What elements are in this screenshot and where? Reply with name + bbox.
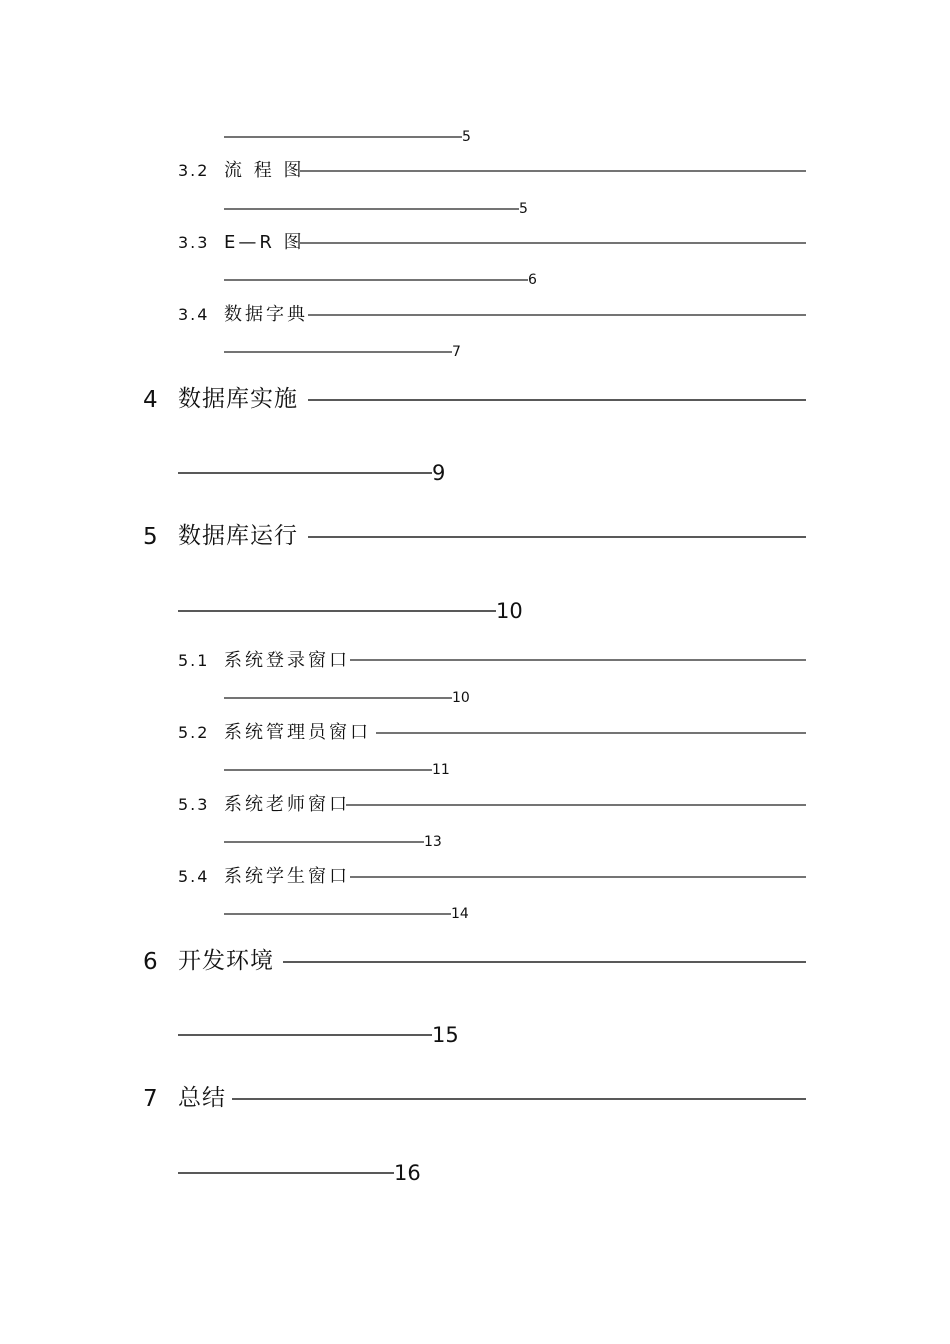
toc-page-number: 9 bbox=[432, 461, 446, 485]
toc-section-title: 系统登录窗口 bbox=[224, 650, 350, 671]
toc-chapter-title: 数据库运行 bbox=[178, 523, 298, 549]
toc-section-title: E—R 图 bbox=[224, 232, 305, 253]
toc-page-number: 10 bbox=[452, 690, 470, 706]
toc-chapter-number: 7 bbox=[143, 1086, 158, 1112]
toc-chapter-number: 4 bbox=[143, 387, 158, 413]
toc-section-title: 系统学生窗口 bbox=[224, 866, 350, 887]
toc-page-number: 5 bbox=[519, 201, 528, 217]
toc-page-number: 15 bbox=[432, 1023, 459, 1047]
toc-page-number: 7 bbox=[452, 344, 461, 360]
toc-section-title: 流 程 图 bbox=[224, 160, 305, 181]
toc-page-number: 14 bbox=[451, 906, 469, 922]
toc-page-number: 16 bbox=[394, 1161, 421, 1185]
toc-section-number: 3.4 bbox=[178, 305, 210, 324]
toc-page-number: 13 bbox=[424, 834, 442, 850]
toc-section-number: 5.2 bbox=[178, 723, 210, 742]
toc-section-number: 3.3 bbox=[178, 233, 210, 252]
toc-section-title: 数据字典 bbox=[224, 304, 308, 325]
toc-page-number: 5 bbox=[462, 129, 471, 145]
toc-section-number: 5.1 bbox=[178, 651, 210, 670]
toc-chapter-number: 5 bbox=[143, 524, 158, 550]
toc-section-number: 5.4 bbox=[178, 867, 210, 886]
toc-section-number: 5.3 bbox=[178, 795, 210, 814]
toc-chapter-number: 6 bbox=[143, 949, 158, 975]
toc-chapter-title: 数据库实施 bbox=[178, 386, 298, 412]
toc-section-title: 系统老师窗口 bbox=[224, 794, 350, 815]
toc-page-number: 11 bbox=[432, 762, 450, 778]
toc-page-number: 6 bbox=[528, 272, 537, 288]
toc-section-title: 系统管理员窗口 bbox=[224, 722, 371, 743]
major-leaders bbox=[178, 400, 806, 1173]
toc-section-number: 3.2 bbox=[178, 161, 210, 180]
toc-chapter-title: 总结 bbox=[178, 1085, 226, 1111]
toc-page-number: 10 bbox=[496, 599, 523, 623]
toc-chapter-title: 开发环境 bbox=[178, 948, 274, 974]
